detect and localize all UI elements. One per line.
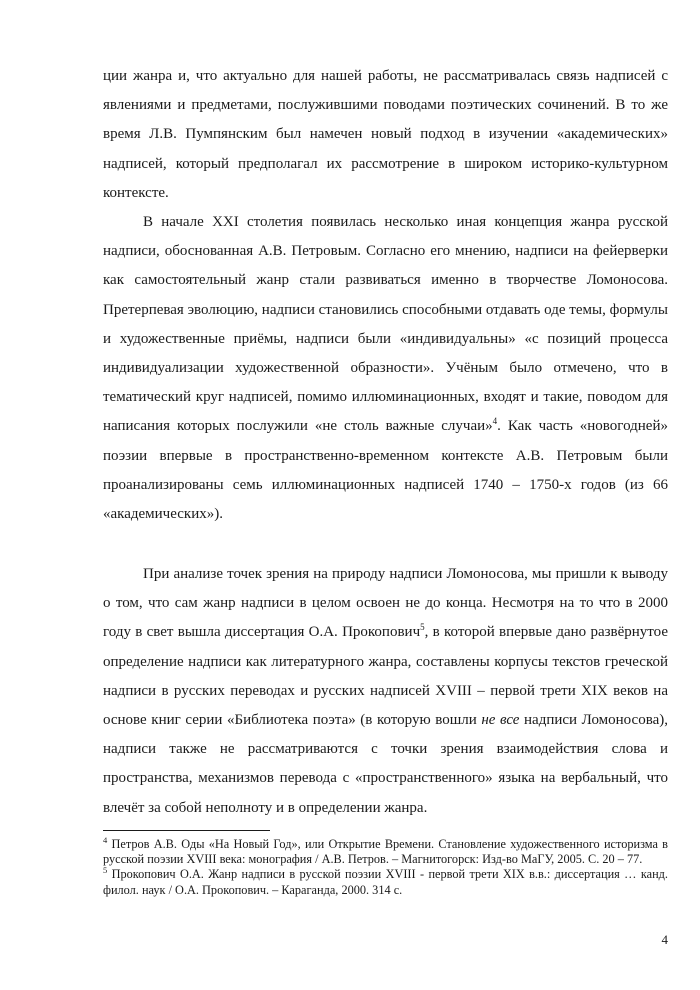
footnote-4 — [103, 837, 668, 867]
footnote-number: 5 — [103, 865, 108, 876]
footnote-separator — [103, 830, 270, 831]
paragraph-text: , в которой впервые дано развёрнутое определение надписи как литературного жанра, составлены корпусы текстов греческой надписи в русских переводах и русских надписей XVIII – первой трети XIX веков на основе книг серии «Библиотека поэта» (в которую вошли — [103, 624, 669, 729]
paragraph-text: При анализе точек зрения на природу надписи Ломоносова, мы пришли к выводу о том, что сам жанр надписи в целом освоен не до конца. Несмотря на то что в 2000 году в свет вышла диссертация О.А. Прокопович — [103, 566, 668, 641]
footnote-ref-5[interactable]: 5 — [420, 622, 425, 633]
footnote-text: Петров А.В. Оды «На Новый Год», или Открытие Времени. Становление художественного историзма в русской поэзии XVIII века: монография / А.В. Петров. – Магнитогорск: Изд-во МаГУ, 2005. С. 20 – 77. — [103, 837, 668, 867]
paragraph-continuation — [103, 62, 668, 208]
emphasis-text: не все — [481, 712, 520, 729]
footnote-number: 4 — [103, 835, 108, 845]
paragraph-text: надписи Ломоносова), надписи также не рассматриваются с точки зрения взаимодействия слова и пространства, механизмов перевода с «пространственного» языка на вербальный, что влечёт за собой неполноту и в определении жанра. — [103, 712, 669, 816]
paragraph-petrov — [103, 208, 668, 529]
page-number: 4 — [661, 932, 668, 947]
paragraph-analysis — [103, 560, 668, 823]
footnotes — [103, 837, 668, 898]
footnote-5 — [103, 867, 668, 897]
footnote-ref-4[interactable]: 4 — [492, 416, 498, 427]
footnote-text: Прокопович О.А. Жанр надписи в русской поэзии XVIII - первой трети XIX в.в.: диссертация … канд. филол. наук / О.А. Прокопович. – Караганда, 2000. 314 с. — [103, 867, 668, 897]
paragraph-text: ции жанра и, что актуально для нашей работы, не рассматривалась связь надписей с явлениями и предметами, послужившими поводами поэтических сочинений. В то же время Л.В. Пумпянским был намечен новый подход в изучении «академических» надписей, который предполагал их рассмотрение в широком историко-культурном контексте. — [103, 68, 668, 201]
paragraph-text: В начале XXI столетия появилась несколько иная концепция жанра русской надписи, обоснованная А.В. Петровым. Согласно его мнению, надписи на фейерверки как самостоятельный жанр стали развиваться именно в творчестве Ломоносова. Претерпевая эволюцию, надписи становились способными отдавать оде темы, формулы и художественные приёмы, надписи были «индивидуальны» «с позиций процесса индивидуализации художественной образности». Учёным было отмечено, что в тематический круг надписей, помимо иллюминационных, входят и такие, поводом для написания которых послужили «не столь важные случаи» — [103, 214, 668, 435]
paragraph-text: . Как часть «новогодней» поэзии впервые в пространственно-временном контексте А.В. Петровым были проанализированы семь иллюминационных надписей 1740 – 1750-х годов (из 66 «академических»). — [103, 418, 668, 523]
